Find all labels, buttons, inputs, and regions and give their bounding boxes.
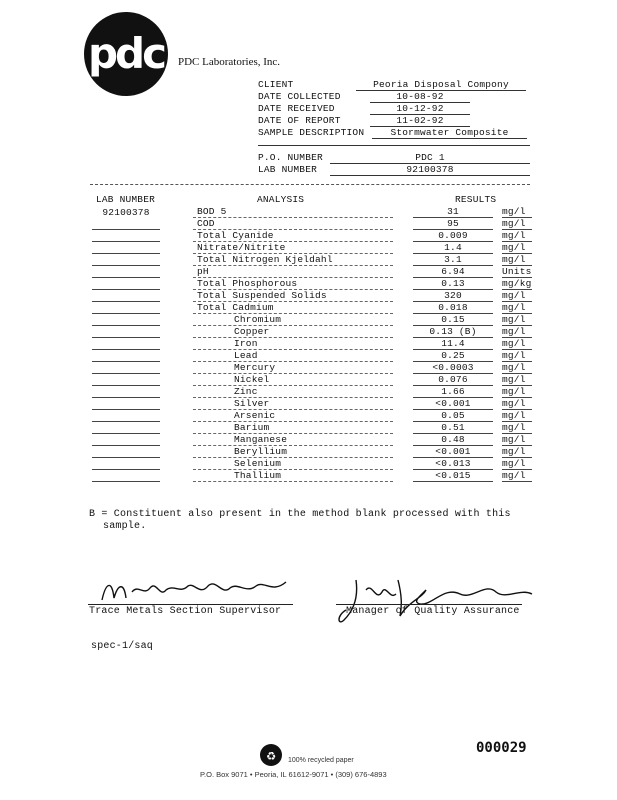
row-analysis: Total Cadmium (197, 302, 274, 313)
row-unit: mg/l (502, 242, 532, 254)
row-result: <0.013 (413, 458, 493, 470)
row-result: 0.076 (413, 374, 493, 386)
company-name: PDC Laboratories, Inc. (178, 56, 281, 68)
row-lab-number (92, 471, 160, 482)
row-unit: mg/l (502, 398, 532, 410)
row-analysis: Zinc (234, 386, 258, 397)
row-lab-number (92, 435, 160, 446)
logo-text: pdc (87, 29, 165, 78)
row-unit: mg/kg (502, 278, 532, 289)
row-analysis: Iron (234, 338, 258, 349)
row-result: <0.001 (413, 398, 493, 410)
analysis-rule (193, 375, 393, 386)
recycled-paper-note: 100% recycled paper (288, 757, 354, 764)
row-result: 6.94 (413, 266, 493, 278)
date-of-report-value: 11-02-92 (370, 115, 470, 127)
row-lab-number (92, 219, 160, 230)
page-number: 000029 (476, 740, 527, 756)
left-signature (96, 574, 296, 608)
date-received-label: DATE RECEIVED (258, 103, 335, 114)
row-unit: mg/l (502, 362, 532, 374)
header-divider (258, 145, 530, 146)
col-results: RESULTS (455, 194, 497, 205)
row-unit: mg/l (502, 458, 532, 470)
note-line-1: B = Constituent also present in the method blank processed with this (89, 509, 511, 520)
analysis-rule (193, 351, 393, 362)
row-lab-number (92, 387, 160, 398)
date-of-report-label: DATE OF REPORT (258, 115, 341, 126)
sample-description-label: SAMPLE DESCRIPTION (258, 127, 365, 138)
analysis-rule (193, 411, 393, 422)
row-lab-number (92, 351, 160, 362)
footer-address: P.O. Box 9071 • Peoria, IL 61612-9071 • (309) 676-4893 (200, 770, 387, 779)
row-result: 0.15 (413, 314, 493, 326)
row-result: 1.4 (413, 242, 493, 254)
row-lab-number (92, 459, 160, 470)
row-analysis: Copper (234, 326, 270, 337)
row-unit: mg/l (502, 230, 532, 242)
row-analysis: Selenium (234, 458, 282, 469)
po-number-label: P.O. NUMBER (258, 152, 323, 163)
date-collected-value: 10-08-92 (370, 91, 470, 103)
row-analysis: Nitrate/Nitrite (197, 242, 286, 253)
table-row (0, 471, 617, 483)
row-analysis: COD (197, 218, 215, 229)
row-result: 1.66 (413, 386, 493, 398)
date-collected-label: DATE COLLECTED (258, 91, 341, 102)
row-result: <0.001 (413, 446, 493, 458)
row-lab-number (92, 291, 160, 302)
row-lab-number (92, 399, 160, 410)
row-result: 31 (413, 206, 493, 218)
analysis-rule (193, 423, 393, 434)
right-signer-title: Manager of Quality Assurance (346, 606, 520, 617)
row-analysis: Total Suspended Solids (197, 290, 327, 301)
row-unit: mg/l (502, 422, 532, 434)
row-lab-number (92, 423, 160, 434)
row-unit: mg/l (502, 434, 532, 446)
analysis-rule (193, 399, 393, 410)
row-analysis: Mercury (234, 362, 276, 373)
row-unit: mg/l (502, 446, 532, 458)
row-unit: mg/l (502, 314, 532, 326)
row-analysis: Manganese (234, 434, 288, 445)
analysis-rule (193, 435, 393, 446)
lab-number-label: LAB NUMBER (258, 164, 318, 175)
row-unit: mg/l (502, 206, 532, 218)
analysis-rule (193, 363, 393, 374)
client-label: CLIENT (258, 79, 294, 90)
row-result: 0.05 (413, 410, 493, 422)
row-lab-number (92, 279, 160, 290)
analysis-rule (193, 267, 393, 278)
row-unit: mg/l (502, 218, 532, 230)
row-unit: mg/l (502, 302, 532, 314)
right-signature-line (336, 604, 522, 605)
row-analysis: Lead (234, 350, 258, 361)
row-lab-number (92, 363, 160, 374)
recycle-icon: ♻ (260, 744, 282, 766)
row-result: 95 (413, 218, 493, 230)
row-result: 0.25 (413, 350, 493, 362)
row-lab-number (92, 339, 160, 350)
row-unit: mg/l (502, 374, 532, 386)
date-received-value: 10-12-92 (370, 103, 470, 115)
analysis-rule (193, 459, 393, 470)
row-analysis: Silver (234, 398, 270, 409)
row-result: 11.4 (413, 338, 493, 350)
row-lab-number (92, 327, 160, 338)
row-unit: mg/l (502, 326, 532, 338)
col-analysis: ANALYSIS (257, 194, 305, 205)
row-unit: mg/l (502, 410, 532, 422)
row-lab-number (92, 255, 160, 266)
sample-description-value: Stormwater Composite (372, 127, 527, 139)
row-analysis: Beryllium (234, 446, 288, 457)
analysis-rule (193, 471, 393, 482)
row-lab-number (92, 267, 160, 278)
row-result: 0.13 (B) (413, 326, 493, 338)
row-analysis: Barium (234, 422, 270, 433)
analysis-rule (193, 315, 393, 326)
row-unit: mg/l (502, 254, 532, 266)
row-analysis: Nickel (234, 374, 270, 385)
analysis-rule (193, 219, 393, 230)
col-lab-number: LAB NUMBER (96, 194, 156, 205)
row-unit: mg/l (502, 290, 532, 302)
lab-number-value: 92100378 (330, 164, 530, 176)
row-analysis: Total Cyanide (197, 230, 274, 241)
client-value: Peoria Disposal Compony (356, 79, 526, 91)
note-line-2: sample. (103, 521, 147, 532)
row-analysis: pH (197, 266, 209, 277)
row-unit: mg/l (502, 470, 532, 482)
analysis-rule (193, 387, 393, 398)
row-analysis: Total Phosphorous (197, 278, 298, 289)
analysis-rule (193, 339, 393, 350)
row-lab-number (92, 447, 160, 458)
row-lab-number (92, 243, 160, 254)
right-signature (336, 572, 556, 632)
row-lab-number: 92100378 (102, 207, 150, 218)
row-unit: mg/l (502, 350, 532, 362)
row-lab-number (92, 411, 160, 422)
pdc-logo (84, 12, 168, 96)
left-signer-title: Trace Metals Section Supervisor (89, 606, 282, 617)
row-result: 3.1 (413, 254, 493, 266)
row-result: 0.13 (413, 278, 493, 290)
row-analysis: BOD 5 (197, 206, 227, 217)
row-lab-number (92, 315, 160, 326)
row-unit: mg/l (502, 386, 532, 398)
row-result: 0.018 (413, 302, 493, 314)
row-result: <0.015 (413, 470, 493, 482)
row-analysis: Arsenic (234, 410, 276, 421)
row-analysis: Thallium (234, 470, 282, 481)
row-result: 0.009 (413, 230, 493, 242)
analysis-rule (193, 327, 393, 338)
row-result: <0.0003 (413, 362, 493, 374)
section-divider (90, 184, 530, 185)
row-unit: Units (502, 266, 532, 277)
row-analysis: Chromium (234, 314, 282, 325)
analysis-rule (193, 447, 393, 458)
row-lab-number (92, 303, 160, 314)
left-signature-line (88, 604, 293, 605)
row-result: 0.51 (413, 422, 493, 434)
row-lab-number (92, 375, 160, 386)
row-analysis: Total Nitrogen Kjeldahl (197, 254, 333, 265)
row-result: 320 (413, 290, 493, 302)
row-result: 0.48 (413, 434, 493, 446)
row-unit: mg/l (502, 338, 532, 350)
row-lab-number (92, 231, 160, 242)
po-number-value: PDC 1 (330, 152, 530, 164)
reference-code: spec-1/saq (91, 641, 154, 652)
